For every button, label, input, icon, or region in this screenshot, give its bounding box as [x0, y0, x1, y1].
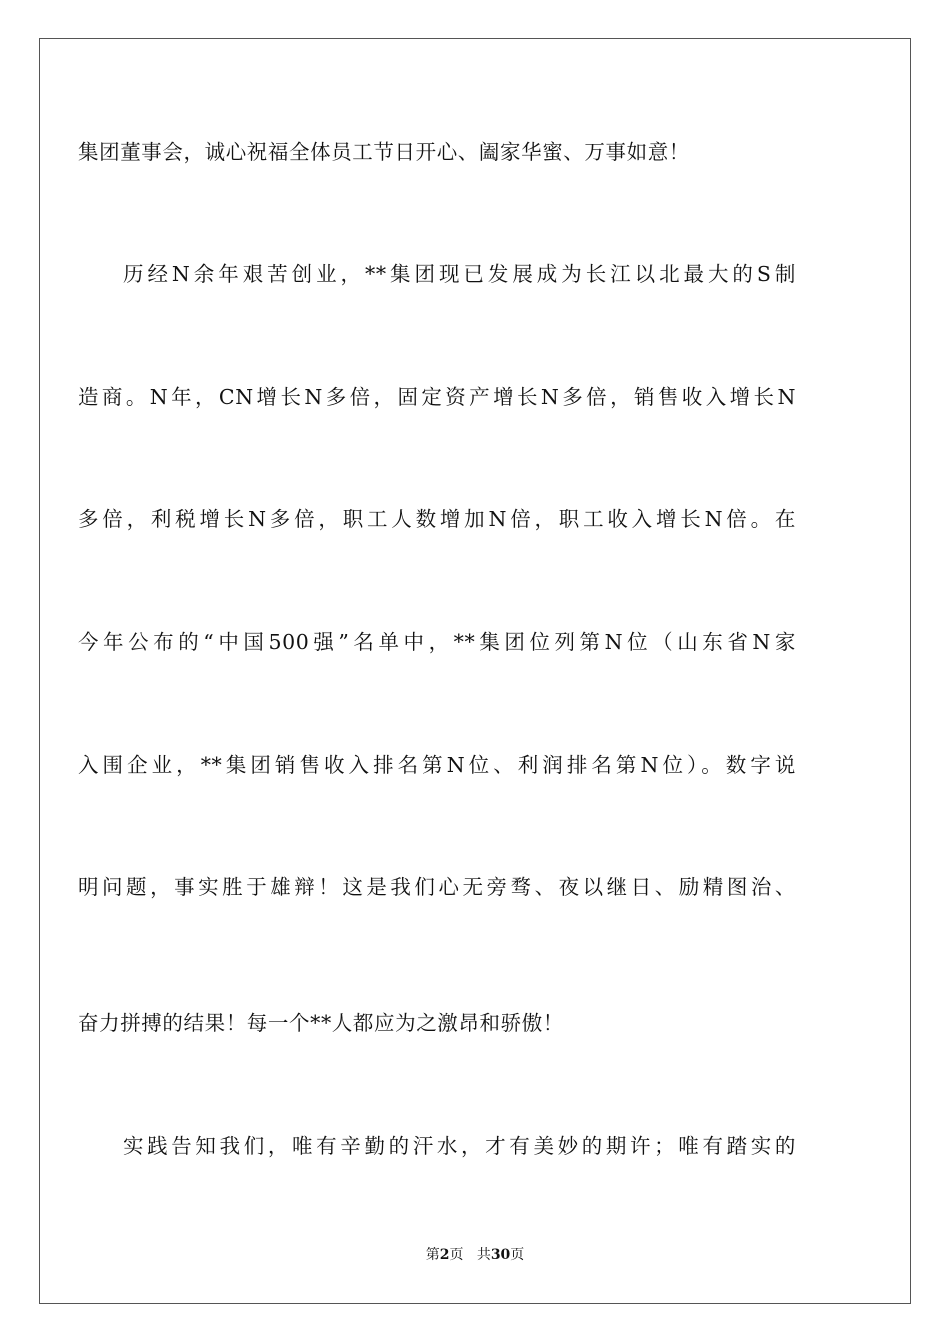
text-line-8: 奋力拼搏的结果！每一个**人都应为之激昂和骄傲！: [78, 1011, 564, 1035]
page-border: [39, 38, 911, 1304]
page-suffix: 页: [449, 1247, 464, 1263]
total-pages: 30: [490, 1247, 511, 1263]
page-footer: [0, 1246, 950, 1264]
text-line-6: 入围企业，**集团销售收入排名第N位、利润排名第N位）。数字说: [78, 753, 796, 777]
text-line-7: 明问题，事实胜于雄辩！这是我们心无旁骛、夜以继日、励精图治、: [78, 875, 796, 899]
page-prefix: 第: [425, 1247, 440, 1263]
text-line-3: 造商。N年，CN增长N多倍，固定资产增长N多倍，销售收入增长N: [78, 385, 796, 409]
text-line-4: 多倍，利税增长N多倍，职工人数增加N倍，职工收入增长N倍。在: [78, 507, 796, 531]
page-number: 2: [439, 1247, 450, 1263]
text-line-5: 今年公布的“中国500强”名单中，**集团位列第N位（山东省N家: [78, 630, 796, 654]
total-suffix: 页: [510, 1247, 525, 1263]
text-line-1: 集团董事会，诚心祝福全体员工节日开心、阖家华蜜、万事如意！: [78, 140, 690, 164]
text-line-9: 实践告知我们，唯有辛勤的汗水，才有美妙的期许；唯有踏实的: [123, 1134, 796, 1158]
total-prefix: 共: [476, 1247, 491, 1263]
text-line-2: 历经N余年艰苦创业，**集团现已发展成为长江以北最大的S制: [123, 262, 796, 286]
